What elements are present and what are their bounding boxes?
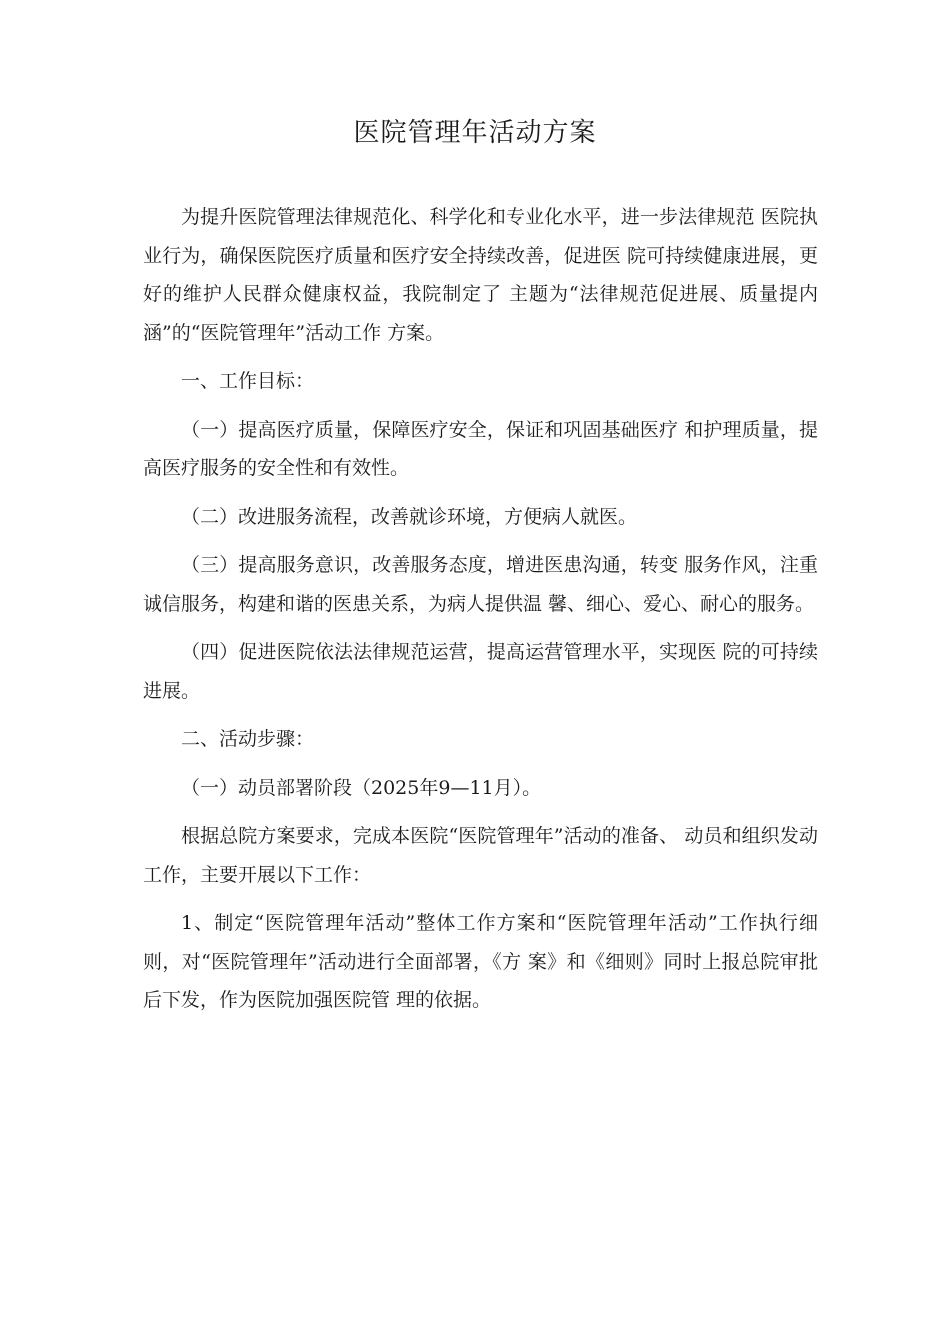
section-heading-steps: 二、活动步骤： — [181, 728, 315, 750]
section-heading-goals: 一、工作目标： — [181, 370, 315, 392]
step-phase-1-description: 根据总院方案要求，完成本医院“医院管理年”活动的准备、 动员和组织发动工作，主要开展以下工作： — [143, 825, 818, 886]
step-phase-1-task-1: 1、制定“医院管理年活动”整体工作方案和“医院管理年活动”工作执行细则，对“医院管理年”活动进行全面部署，《方 案》和《细则》同时上报总院审批后下发，作为医院加强医院管 理的依据。 — [143, 912, 818, 1011]
document-body — [143, 198, 818, 1020]
goal-item-4: （四）促进医院依法法律规范运营，提高运营管理水平，实现医 院的可持续进展。 — [143, 641, 818, 702]
document-title: 医院管理年活动方案 — [353, 118, 597, 148]
goal-item-3: （三）提高服务意识，改善服务态度，增进医患沟通，转变 服务作风，注重诚信服务，构建和谐的医患关系，为病人提供温 馨、细心、爱心、耐心的服务。 — [143, 554, 818, 615]
goal-item-2: （二）改进服务流程，改善就诊环境，方便病人就医。 — [181, 505, 638, 528]
goal-item-1: （一）提高医疗质量，保障医疗安全，保证和巩固基础医疗 和护理质量，提高医疗服务的安全性和有效性。 — [143, 418, 818, 479]
intro-paragraph: 为提升医院管理法律规范化、科学化和专业化水平，进一步法律规范 医院执业行为，确保医院医疗质量和医疗安全持续改善，促进医 院可持续健康进展，更好的维护人民群众健康权益，我院制定了 主题为“法律规范促进展、质量提内涵”的“医院管理年”活动工作 方案。 — [143, 206, 818, 344]
step-phase-1: （一）动员部署阶段（2025年9—11月）。 — [181, 776, 542, 799]
